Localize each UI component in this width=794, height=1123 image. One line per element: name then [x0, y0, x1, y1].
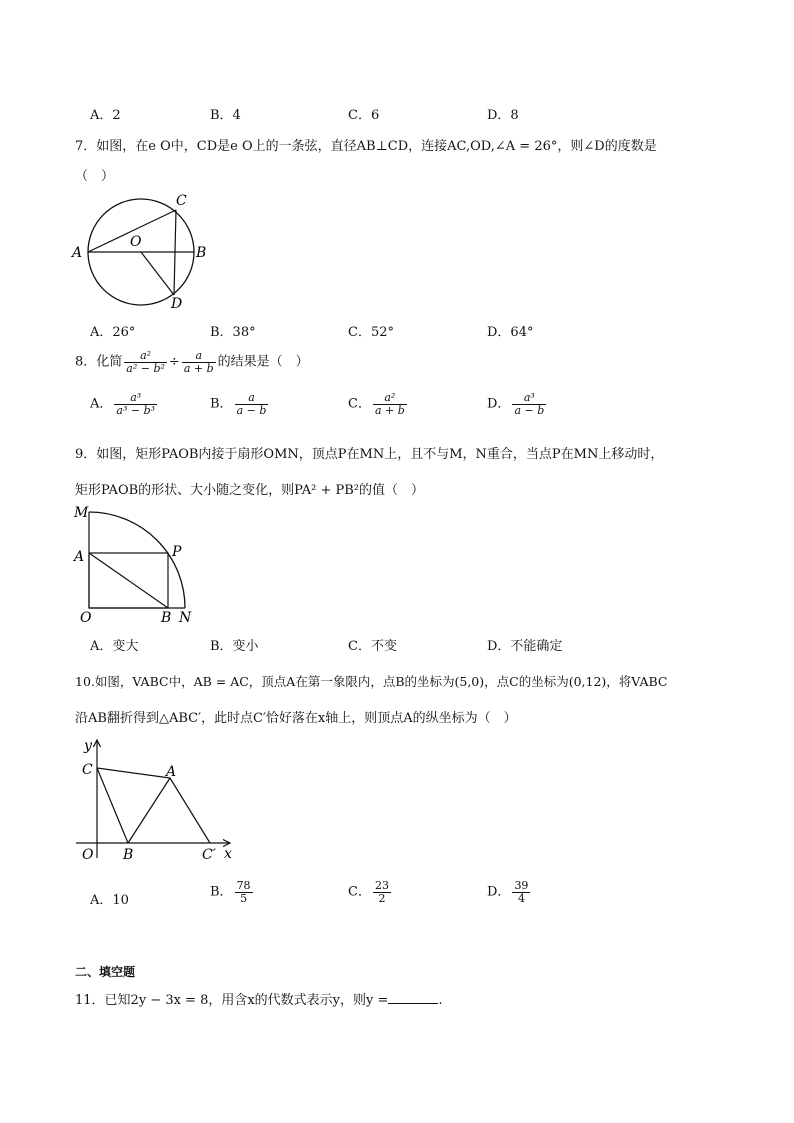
- label-y: y: [84, 738, 92, 754]
- q8-option-b: [210, 392, 270, 416]
- label-a: A: [74, 549, 85, 565]
- label-p: P: [172, 544, 182, 560]
- q9-option-d: D．不能确定: [487, 639, 563, 654]
- segment-cb: [97, 768, 128, 843]
- q10-option-d-letter: D．: [487, 884, 511, 900]
- label-o: O: [130, 234, 142, 250]
- q7-option-c: C．52°: [348, 325, 394, 340]
- q10-option-a-value: 10: [112, 893, 129, 908]
- q7-option-b: B．38°: [210, 325, 256, 340]
- q7-circle-figure: [70, 188, 220, 313]
- q8-option-b-num: a: [235, 392, 269, 405]
- label-o: O: [82, 847, 94, 863]
- label-c-prime: C′: [202, 847, 216, 863]
- label-b: B: [196, 245, 207, 261]
- q9-question-line1: 9．如图，矩形PAOB内接于扇形OMN，顶点P在MN上，且不与M，N重合，当点P在MN上移动时，: [75, 447, 664, 462]
- q7-option-a: A．26°: [90, 325, 136, 340]
- q7-question-line2: （ ）: [75, 169, 115, 184]
- q8-option-c: [348, 392, 409, 416]
- segment-ac-prime: [170, 778, 210, 843]
- q8-option-c-num: a²: [373, 392, 407, 405]
- q6-option-d: D．8: [487, 108, 519, 123]
- label-a: A: [166, 764, 177, 780]
- q10-option-b-num: 78: [236, 879, 251, 892]
- q6-option-b: B．4: [210, 108, 241, 123]
- q10-option-c-letter: C．: [348, 884, 371, 900]
- q8-option-d-letter: D．: [487, 396, 511, 412]
- q10-option-b: [210, 880, 255, 904]
- q8-option-d-den: a − b: [514, 403, 545, 417]
- q9-option-c: C．不变: [348, 639, 397, 654]
- label-c: C: [176, 193, 187, 209]
- label-o: O: [80, 610, 92, 626]
- q8-suffix: 的结果是（ ）: [217, 354, 309, 370]
- q9-sector-figure: [70, 502, 200, 627]
- diagonal-ab: [89, 553, 168, 608]
- q10-question-line2: 沿AB翻折得到△ABC′，此时点C′恰好落在x轴上，则顶点A的纵坐标为（ ）: [75, 711, 517, 726]
- label-x: x: [224, 846, 232, 862]
- q9-option-b: B．变小: [210, 639, 259, 654]
- label-b: B: [161, 610, 172, 626]
- q10-option-c: [348, 880, 393, 904]
- label-b: B: [123, 847, 134, 863]
- segment-ba: [128, 778, 170, 843]
- q11-text: 11．已知2y − 3x = 8，用含x的代数式表示y，则y =: [75, 993, 389, 1008]
- q8-denominator-1: a² − b²: [126, 361, 165, 375]
- q8-prefix: 8．化简: [75, 354, 123, 370]
- q8-option-a-letter: A．: [90, 396, 113, 412]
- q8-numerator-1: a²: [124, 350, 167, 363]
- label-n: N: [179, 610, 192, 626]
- label-d: D: [171, 296, 183, 312]
- q10-option-c-den: 2: [378, 891, 386, 905]
- q8-operator: ÷: [168, 354, 180, 370]
- q7-option-d: D．64°: [487, 325, 534, 340]
- q8-option-a: [90, 392, 159, 416]
- q11-end: .: [438, 993, 443, 1008]
- q8-option-d-num: a³: [512, 392, 546, 405]
- q8-option-b-den: a − b: [236, 403, 267, 417]
- q11-answer-blank[interactable]: [388, 991, 438, 1004]
- label-a: A: [72, 245, 83, 261]
- q8-fraction-1: [124, 350, 167, 374]
- q8-option-a-den: a³ − b³: [116, 403, 156, 417]
- q11-question: [75, 989, 443, 1008]
- q9-option-a: A．变大: [90, 639, 139, 654]
- q10-option-a-letter: A．: [90, 893, 113, 908]
- q8-option-d: [487, 392, 548, 416]
- q8-fraction-2: [182, 350, 216, 374]
- q8-option-a-num: a³: [114, 392, 157, 405]
- q10-option-d: [487, 880, 532, 904]
- q10-option-d-den: 4: [517, 891, 525, 905]
- q10-question-line1: 10.如图，VABC中，AB = AC，顶点A在第一象限内，点B的坐标为(5,0)，点C的坐标为(0,12)，将VABC: [75, 674, 668, 689]
- q8-numerator-2: a: [182, 350, 216, 363]
- label-c: C: [82, 762, 93, 778]
- q8-option-c-letter: C．: [348, 396, 371, 412]
- q10-coordinate-figure: [72, 730, 242, 865]
- q10-option-b-den: 5: [240, 891, 248, 905]
- q10-option-a: [90, 889, 129, 908]
- q6-option-c: C．6: [348, 108, 380, 123]
- q10-option-d-num: 39: [514, 879, 529, 892]
- arc-mn: [89, 512, 185, 608]
- q8-option-b-letter: B．: [210, 396, 233, 412]
- q10-option-c-num: 23: [374, 879, 389, 892]
- q7-question-line1: 7．如图，在e O中，CD是e O上的一条弦，直径AB⊥CD，连接AC,OD,∠A = 26°，则∠D的度数是: [75, 139, 657, 154]
- q10-option-b-letter: B．: [210, 884, 233, 900]
- q8-denominator-2: a + b: [183, 361, 214, 375]
- q8-question: [75, 350, 309, 374]
- q8-option-c-den: a + b: [374, 403, 405, 417]
- label-m: M: [74, 505, 89, 521]
- segment-ca: [97, 768, 170, 778]
- segment-od: [141, 252, 174, 295]
- q9-question-line2: 矩形PAOB的形状、大小随之变化，则PA² + PB²的值（ ）: [75, 483, 424, 498]
- q6-option-a: A．2: [90, 108, 121, 123]
- section-title-fill-in: 二、填空题: [75, 965, 136, 979]
